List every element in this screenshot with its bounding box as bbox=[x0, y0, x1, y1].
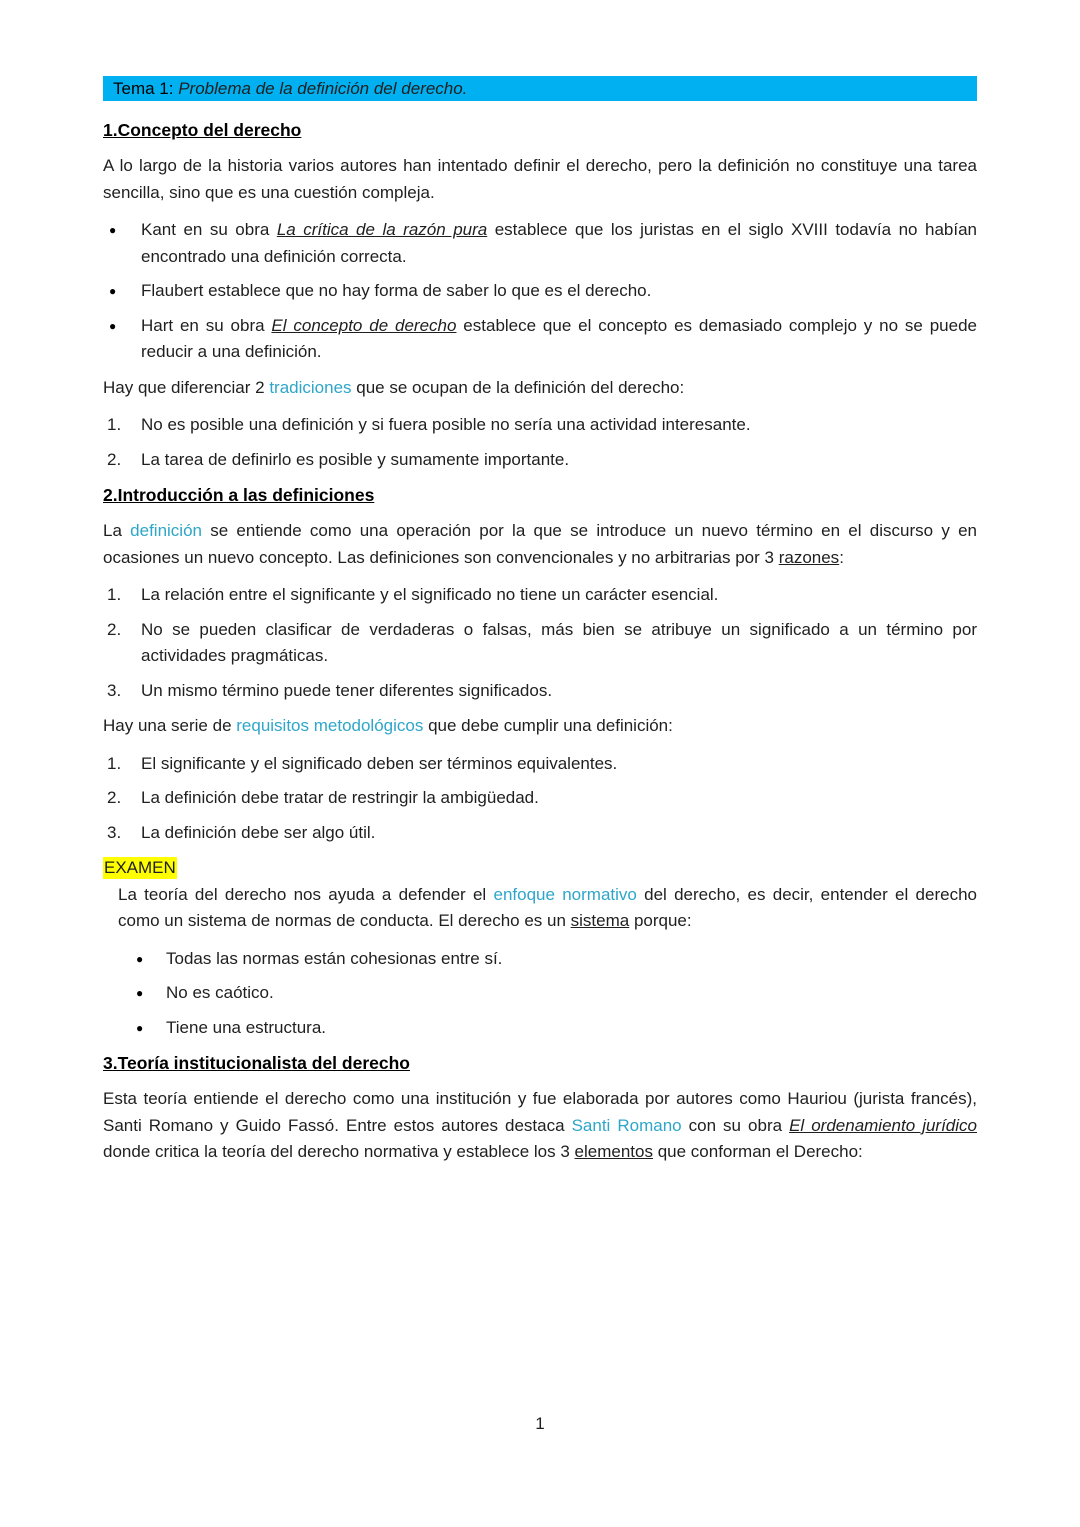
bullet-kant: ● Kant en su obra La crítica de la razón pura establece que los juristas en el siglo XVIII todavía no habían encontrado una definición correcta. bbox=[103, 217, 977, 270]
topic-label: Tema 1: bbox=[113, 79, 174, 98]
traditions-paragraph: Hay que diferenciar 2 tradiciones que se ocupan de la definición del derecho: bbox=[103, 377, 685, 397]
work-title: El concepto de derecho bbox=[271, 315, 457, 335]
reasons-list bbox=[103, 582, 977, 704]
list-item: 2. No se pueden clasificar de verdaderas o falsas, más bien se atribuye un significado a un término por actividades pragmáticas. bbox=[107, 619, 977, 665]
section-1-intro: A lo largo de la historia varios autores han intentado definir el derecho, pero la definición no constituye una tarea sencilla, sino que es una cuestión compleja. bbox=[103, 156, 977, 202]
list-item: 3. La definición debe ser algo útil. bbox=[107, 822, 376, 842]
requirements-list bbox=[103, 751, 977, 847]
list-item: ● No es caótico. bbox=[118, 980, 977, 1007]
page-number: 1 bbox=[535, 1414, 545, 1433]
exam-block bbox=[103, 882, 977, 1042]
list-item: 3. Un mismo término puede tener diferentes significados. bbox=[107, 680, 553, 700]
underlined-term: razones bbox=[778, 547, 840, 567]
highlight-term: tradiciones bbox=[269, 377, 352, 397]
highlight-term: requisitos metodológicos bbox=[236, 716, 424, 735]
requirements-paragraph: Hay una serie de requisitos metodológicos que debe cumplir una definición: bbox=[103, 716, 673, 735]
list-item: ● Todas las normas están cohesionas entre sí. bbox=[118, 946, 977, 973]
underlined-term: elementos bbox=[574, 1142, 653, 1161]
list-item: 1. El significante y el significado deben ser términos equivalentes. bbox=[107, 753, 618, 773]
highlight-term: definición bbox=[130, 521, 202, 540]
section-2-heading: 2.Introducción a las definiciones bbox=[103, 485, 375, 505]
list-item: 1. La relación entre el significante y el significado no tiene un carácter esencial. bbox=[107, 585, 719, 604]
exam-label-row bbox=[103, 855, 977, 882]
list-item: 2. La definición debe tratar de restringir la ambigüedad. bbox=[107, 788, 539, 807]
section-3-heading: 3.Teoría institucionalista del derecho bbox=[103, 1053, 410, 1073]
institutional-paragraph: Esta teoría entiende el derecho como una institución y fue elaborada por autores como Hauriou (jurista francés), Santi Romano y Guido Fassó. Entre estos autores destaca Santi Romano con su obra El ordenamiento jurídico donde critica la teoría del derecho normativa y establece los 3 elementos que conforman el Derecho: bbox=[103, 1089, 977, 1161]
document-page bbox=[103, 76, 977, 1177]
definition-paragraph: La definición se entiende como una operación por la que se introduce un nuevo término en el discurso y en ocasiones un nuevo concepto. Las definiciones son convencionales y no arbitrarias por 3 razones: bbox=[103, 521, 977, 567]
bullet-hart: ● Hart en su obra El concepto de derecho establece que el concepto es demasiado complejo y no se puede reducir a una definición. bbox=[103, 313, 977, 366]
traditions-list bbox=[103, 412, 977, 473]
work-title: La crítica de la razón pura bbox=[276, 220, 488, 239]
underlined-term: sistema bbox=[570, 911, 630, 930]
authors-list bbox=[103, 217, 977, 366]
list-item: 1. No es posible una definición y si fuera posible no sería una actividad interesante. bbox=[107, 415, 751, 434]
highlight-term: Santi Romano bbox=[571, 1115, 682, 1135]
list-item: 2. La tarea de definirlo es posible y sumamente importante. bbox=[107, 449, 570, 469]
section-1-heading: 1.Concepto del derecho bbox=[103, 120, 302, 140]
work-title: El ordenamiento jurídico bbox=[789, 1115, 977, 1135]
list-item: ● Tiene una estructura. bbox=[118, 1015, 977, 1042]
topic-title: Problema de la definición del derecho. bbox=[178, 79, 468, 98]
topic-title-bar bbox=[103, 76, 977, 101]
exam-paragraph: La teoría del derecho nos ayuda a defender el enfoque normativo del derecho, es decir, entender el derecho como un sistema de normas de conducta. El derecho es un sistema porque: bbox=[118, 884, 977, 930]
bullet-flaubert: ● Flaubert establece que no hay forma de saber lo que es el derecho. bbox=[103, 278, 977, 305]
highlight-term: enfoque normativo bbox=[493, 884, 637, 904]
system-list bbox=[118, 946, 977, 1042]
exam-highlight: EXAMEN bbox=[104, 858, 176, 877]
